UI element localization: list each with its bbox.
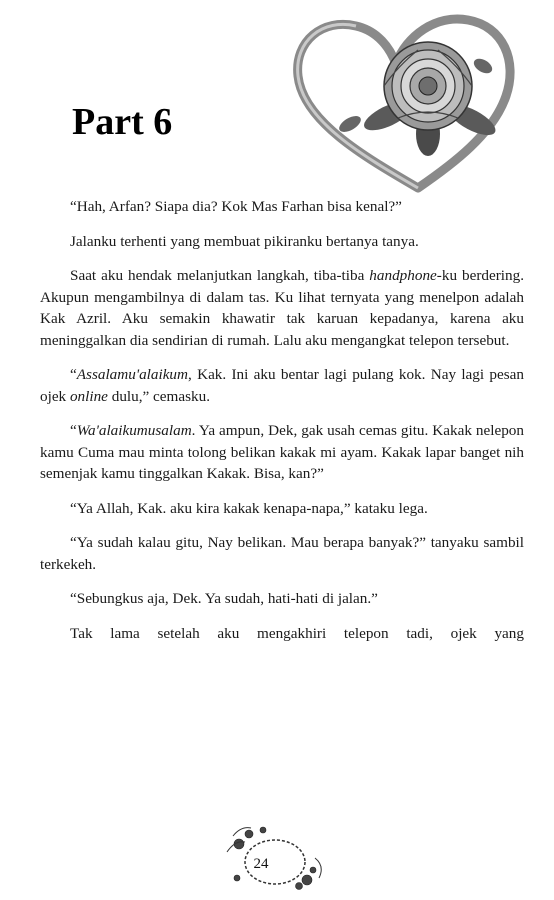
text-segment: Jalanku terhenti yang membuat pikiranku bertanya tanya. bbox=[70, 232, 419, 250]
paragraph bbox=[40, 196, 524, 218]
text-segment: “ bbox=[70, 366, 77, 383]
text-segment: Saat aku hendak melanjutkan langkah, tiba-tiba bbox=[70, 267, 370, 284]
text-segment: “Ya sudah kalau gitu, Nay belikan. Mau berapa banyak?” tanyaku sambil terkekeh. bbox=[40, 534, 524, 573]
page-number: 24 bbox=[253, 856, 269, 872]
paragraph bbox=[40, 231, 524, 253]
italic-term: online bbox=[69, 387, 108, 405]
text-segment: . Ya ampun, Dek, gak usah cemas gitu. Kakak nelepon kamu Cuma mau minta tolong belikan kakak mi ayam. Kakak lapar banget nih semenjak kamu tinggalkan Kakak. Bisa, kan?” bbox=[40, 422, 524, 482]
paragraph bbox=[40, 623, 524, 645]
italic-term: Wa'alaikumusalam bbox=[76, 422, 192, 439]
text-segment: “ bbox=[70, 422, 77, 439]
italic-term: handphone bbox=[369, 267, 437, 284]
chapter-body bbox=[40, 196, 524, 657]
text-segment: “Ya Allah, Kak. aku kira kakak kenapa-napa,” kataku lega. bbox=[70, 499, 428, 517]
text-segment: “Sebungkus aja, Dek. Ya sudah, hati-hati di jalan.” bbox=[70, 590, 378, 607]
text-segment: , Kak. Ini aku bentar lagi pulang kok. Nay lagi pesan ojek bbox=[40, 366, 524, 405]
heart-flower-ornament bbox=[268, 6, 528, 206]
paragraph bbox=[40, 498, 524, 520]
chapter-heading: Part 6 bbox=[72, 101, 173, 143]
text-segment: dulu,” cemasku. bbox=[107, 387, 210, 405]
paragraph bbox=[40, 364, 524, 407]
paragraph bbox=[40, 420, 524, 485]
text-segment: -ku berdering. Akupun mengambilnya di dalam tas. Ku lihat ternyata yang menelpon adalah Kak Azril. Aku semakin khawatir tak karuan kepadanya, karena aku meninggalkan dia sendirian di rumah. Lalu aku mengangkat telepon tersebut. bbox=[40, 267, 524, 349]
italic-term: Assalamu'alaikum bbox=[76, 366, 188, 383]
paragraph bbox=[40, 532, 524, 575]
text-segment: “Hah, Arfan? Siapa dia? Kok Mas Farhan bisa kenal?” bbox=[70, 198, 402, 215]
paragraph bbox=[40, 588, 524, 610]
paragraph bbox=[40, 265, 524, 351]
text-segment: Tak lama setelah aku mengakhiri telepon tadi, ojek yang bbox=[70, 624, 524, 642]
